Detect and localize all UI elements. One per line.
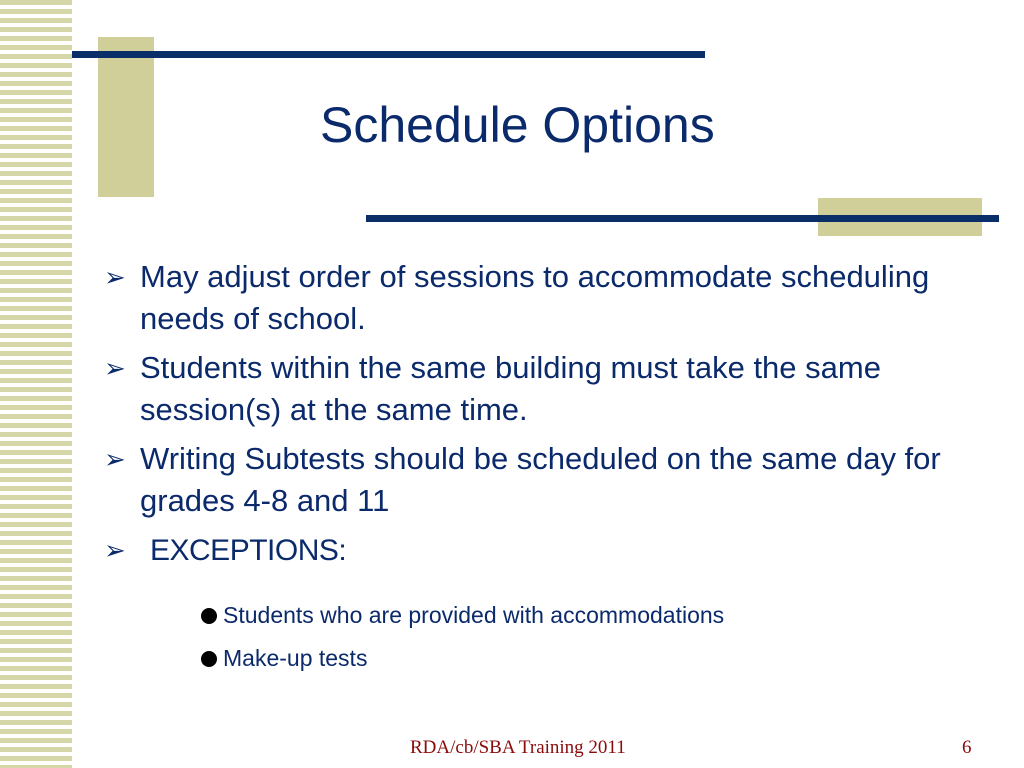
sub-bullet-item xyxy=(200,643,724,673)
footer-text: RDA/cb/SBA Training 2011 xyxy=(410,737,626,758)
bullet-text: EXCEPTIONS: xyxy=(150,534,347,567)
round-bullet-icon xyxy=(201,608,217,624)
bullet-text: Students within the same building must take the same session(s) at the same time. xyxy=(140,350,881,427)
decorative-block-top xyxy=(98,37,154,197)
decorative-line-top xyxy=(72,51,705,58)
sub-bullet-item xyxy=(200,600,724,630)
bullet-list xyxy=(104,256,964,579)
slide-title: Schedule Options xyxy=(320,97,715,153)
sub-bullet-list xyxy=(200,600,724,686)
round-bullet-icon xyxy=(201,651,217,667)
bullet-text: Writing Subtests should be scheduled on the same day for grades 4-8 and 11 xyxy=(140,441,941,518)
arrow-bullet-icon: ➢ xyxy=(104,535,126,565)
bullet-item xyxy=(104,256,964,340)
bullet-text: May adjust order of sessions to accommodate scheduling needs of school. xyxy=(140,259,930,336)
decorative-line-bottom xyxy=(366,215,999,222)
arrow-bullet-icon: ➢ xyxy=(104,353,126,383)
sub-bullet-text: Make-up tests xyxy=(223,645,368,671)
bullet-item xyxy=(104,347,964,431)
sub-bullet-text: Students who are provided with accommodations xyxy=(223,602,725,628)
bullet-item-exceptions xyxy=(104,529,964,572)
left-striped-border xyxy=(0,0,72,768)
arrow-bullet-icon: ➢ xyxy=(104,444,126,474)
bullet-item xyxy=(104,438,964,522)
arrow-bullet-icon: ➢ xyxy=(104,262,126,292)
page-number: 6 xyxy=(962,737,972,758)
